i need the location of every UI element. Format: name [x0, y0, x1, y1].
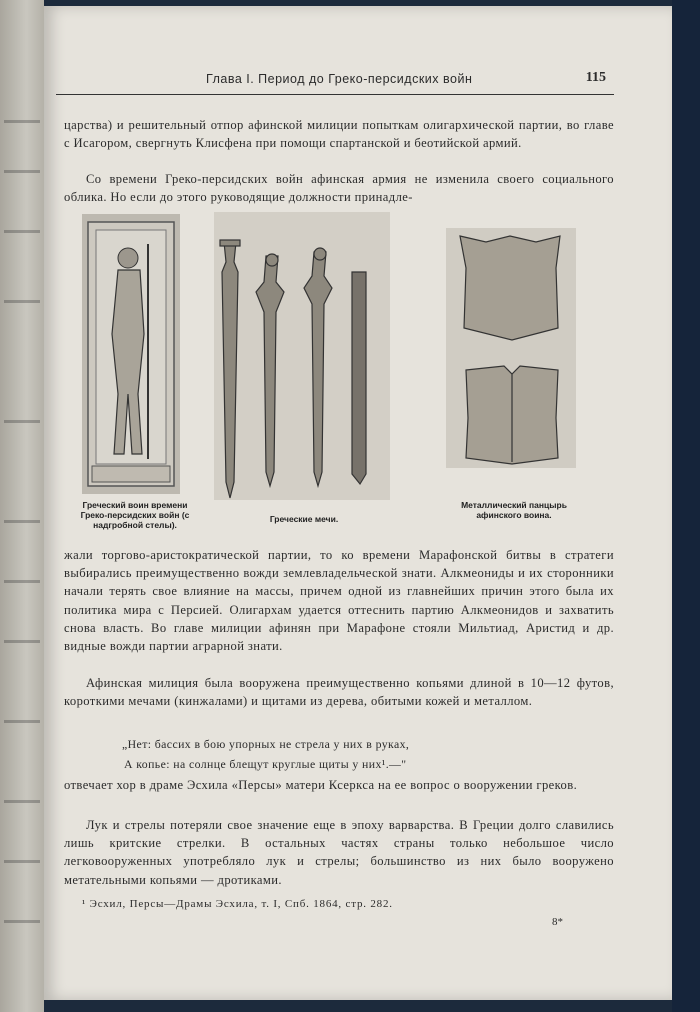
footnote: ¹ Эсхил, Персы—Драмы Эсхила, т. I, Спб. 1864, стр. 282. — [82, 898, 393, 910]
stele-figure — [82, 214, 180, 494]
paragraph-5: отвечает хор в драме Эсхила «Персы» матери Ксеркса на ее вопрос о вооружении греков. — [64, 778, 578, 792]
paragraph-1: царства) и решительный отпор афинской милиции попыткам олигархической партии, во главе с Исагором, свергнуть Клисфена при помощи спартанской и беотийской армий. — [64, 118, 614, 151]
paragraph-4: Афинская милиция была вооружена преимущественно копьями длиной в 10—12 футов, короткими мечами (кинжалами) и щитами из дерева, обитыми кожей и металлом. — [64, 676, 614, 709]
verse-quote — [122, 734, 602, 774]
book-spine — [672, 0, 700, 1012]
page-number: 115 — [585, 70, 606, 85]
quote-line-1: „Нет: бассих в бою упорных не стрела у них в руках, — [122, 737, 410, 751]
swords-figure — [214, 212, 390, 500]
cuirass-figure — [446, 228, 576, 468]
swords-caption: Греческие мечи. — [269, 514, 339, 524]
running-header — [56, 70, 614, 95]
cuirass-caption: Металлический панцырь афинского воина. — [461, 500, 567, 520]
left-page-edge — [0, 0, 44, 1012]
running-head: Глава I. Период до Греко-персидских войн — [206, 72, 473, 86]
paragraph-2: Со времени Греко-персидских войн афинская армия не изменила своего социального облика. Но если до этого руководящие должности принадле- — [64, 172, 614, 205]
stele-caption: Греческий воин времени Греко-персидских войн (с надгробной стелы). — [80, 500, 190, 530]
paragraph-6: Лук и стрелы потеряли свое значение еще в эпоху варварства. В Греции долго славились лишь критские стрелки. В остальных частях страны только небольшое число легковооруженных употребляло лук и стрелы; большинство из них было вооружено метательными копьями — дротиками. — [64, 818, 614, 887]
signature-mark: 8* — [552, 916, 563, 928]
quote-line-2: А копье: на солнце блещут круглые щиты у них¹.—" — [124, 757, 407, 771]
paragraph-3: жали торгово-аристократической партии, то ко времени Марафонской битвы в стратеги выбирались преимущественно вожди землевладельческой знати. Алкмеониды и их сторонники начали терять свое влияние на массы, причем одной из главнейших причин этого была их политика мира с Персией. Олигархам удается оттеснить партию Алкмеонидов и захватить снова власть. Во главе милиции афинян при Марафоне стояли Мильтиад, Аристид и др. видные вожди партии аграрной знати. — [64, 548, 614, 654]
book-page — [44, 6, 672, 1000]
